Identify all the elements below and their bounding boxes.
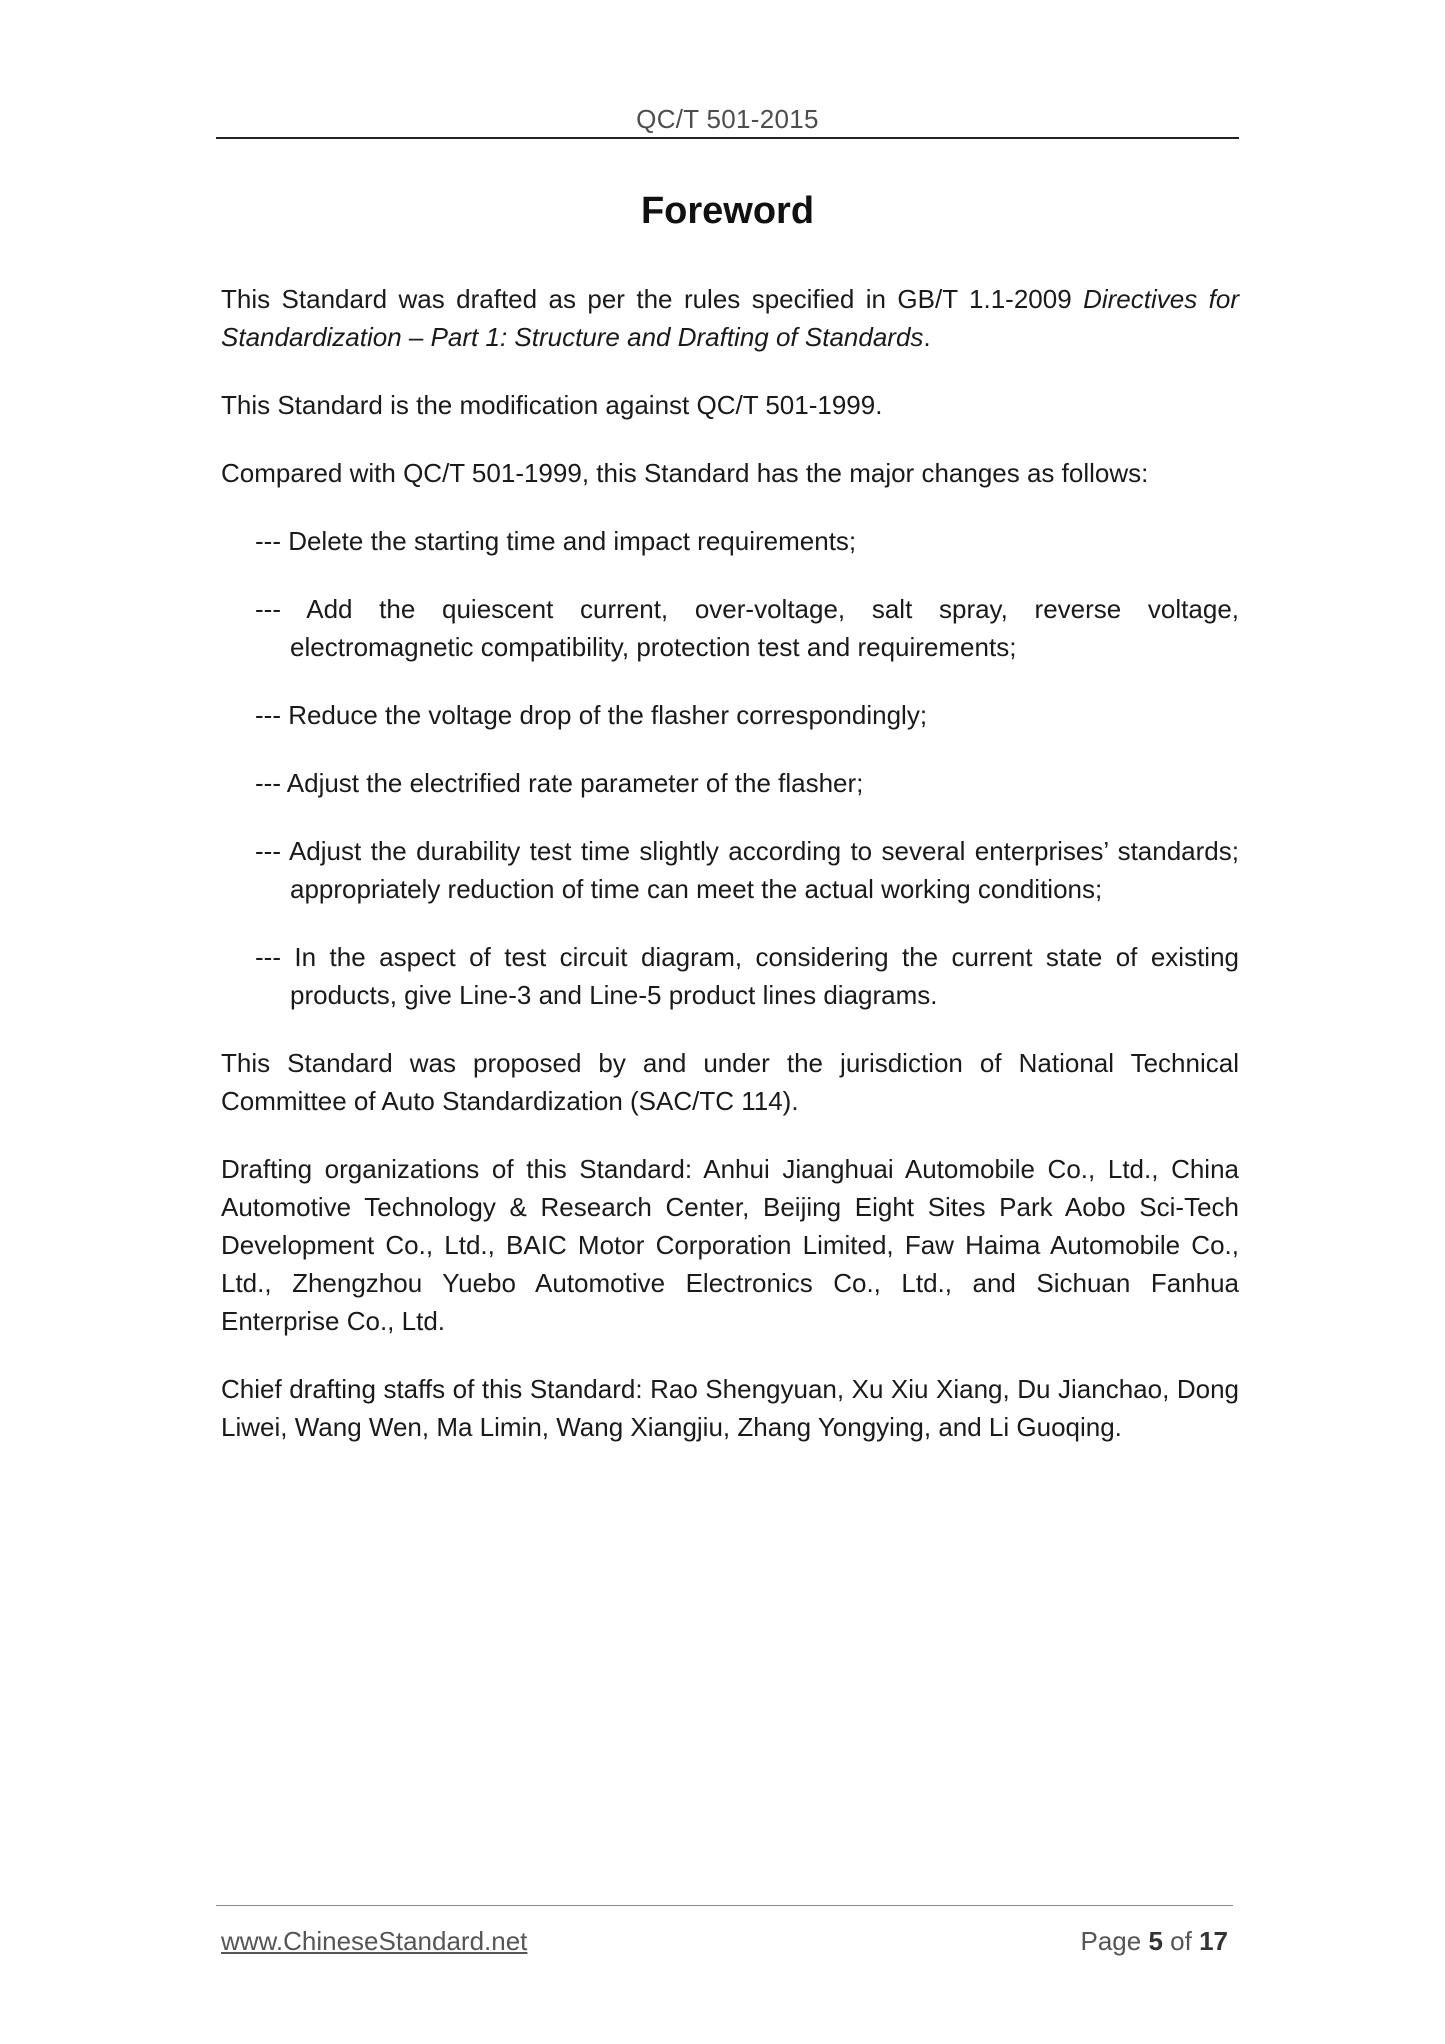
paragraph-changes-intro: Compared with QC/T 501-1999, this Standard has the major changes as follows: [221, 458, 1149, 488]
change-item: --- Reduce the voltage drop of the flasher correspondingly; [255, 700, 928, 730]
change-item: --- Delete the starting time and impact requirements; [255, 526, 857, 556]
page-total: 17 [1199, 1926, 1228, 1956]
paragraph-chief-drafting-staffs: Chief drafting staffs of this Standard: Rao Shengyuan, Xu Xiu Xiang, Du Jianchao, Dong Liwei, Wang Wen, Ma Limin, Wang Xiangjiu, Zhang Yongying, and Li Guoqing. [221, 1374, 1239, 1442]
footer-divider [216, 1905, 1233, 1906]
change-item: --- Adjust the electrified rate parameter of the flasher; [255, 768, 864, 798]
document-code: QC/T 501-2015 [636, 104, 819, 134]
change-item: --- Adjust the durability test time slightly according to several enterprises’ standards; appropriately reduction of time can meet the actual working conditions; [255, 836, 1239, 904]
page-number [1080, 1926, 1228, 1957]
paragraph-drafting-rules [221, 280, 1239, 356]
page-of: of [1170, 1926, 1192, 1956]
page-label: Page [1080, 1926, 1142, 1956]
directives-title: Directives for Standardization – Part 1: Structure and Drafting of Standards [221, 284, 1239, 352]
drafting-rules-text: This Standard was drafted as per the rules specified in GB/T 1.1-2009 [221, 284, 1084, 314]
paragraph-modification: This Standard is the modification against QC/T 501-1999. [221, 390, 883, 420]
header-divider [216, 137, 1239, 139]
website-link[interactable]: www.ChineseStandard.net [221, 1926, 528, 1956]
paragraph-drafting-organizations: Drafting organizations of this Standard: Anhui Jianghuai Automobile Co., Ltd., China Automotive Technology & Research Center, Beijing Eight Sites Park Aobo Sci-Tech Development Co., Ltd., BAIC Motor Corporation Limited, Faw Haima Automobile Co., Ltd., Zhengzhou Yuebo Automotive Electronics Co., Ltd., and Sichuan Fanhua Enterprise Co., Ltd. [221, 1154, 1239, 1336]
page-title: Foreword [640, 190, 815, 232]
drafting-rules-end: . [923, 322, 931, 352]
change-item: --- Add the quiescent current, over-voltage, salt spray, reverse voltage, electromagnetic compatibility, protection test and requirements; [255, 594, 1239, 662]
page-current: 5 [1148, 1926, 1163, 1956]
foreword-body [221, 280, 1239, 1476]
change-item: --- In the aspect of test circuit diagram, considering the current state of existing products, give Line-3 and Line-5 product lines diagrams. [255, 942, 1239, 1010]
paragraph-proposed-by: This Standard was proposed by and under the jurisdiction of National Technical Committee of Auto Standardization (SAC/TC 114). [221, 1048, 1239, 1116]
